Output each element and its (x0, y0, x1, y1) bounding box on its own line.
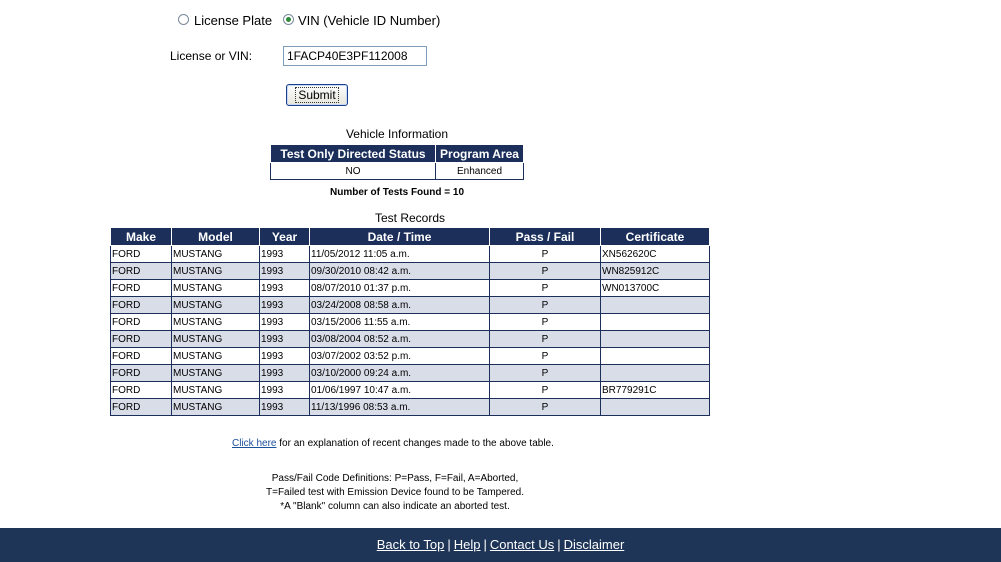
cell-make: FORD (111, 365, 172, 382)
cell-model: MUSTANG (172, 399, 260, 416)
cell-make: FORD (111, 263, 172, 280)
cell-certificate (601, 348, 710, 365)
cell-year: 1993 (260, 382, 310, 399)
table-row (111, 263, 710, 280)
cell-certificate (601, 314, 710, 331)
table-row (111, 348, 710, 365)
cell-make: FORD (111, 297, 172, 314)
disclaimer-link[interactable]: Disclaimer (563, 537, 625, 552)
submit-button-label: Submit (298, 88, 336, 102)
cell-model: MUSTANG (172, 297, 260, 314)
cell-make: FORD (111, 348, 172, 365)
cell-year: 1993 (260, 399, 310, 416)
click-here-link[interactable]: Click here (232, 438, 277, 449)
submit-button[interactable] (286, 84, 348, 106)
cell-make: FORD (111, 314, 172, 331)
definitions-line-2: T=Failed test with Emission Device found to be Tampered. (266, 487, 524, 498)
cell-year: 1993 (260, 280, 310, 297)
cell-pass-fail: P (490, 399, 601, 416)
cell-year: 1993 (260, 348, 310, 365)
vehicle-info-row (271, 163, 524, 180)
cell-date-time: 01/06/1997 10:47 a.m. (310, 382, 490, 399)
cell-pass-fail: P (490, 331, 601, 348)
tests-found-count: Number of Tests Found = 10 (330, 187, 464, 198)
help-link[interactable]: Help (453, 537, 481, 552)
vehicle-info-header-row (271, 145, 524, 163)
cell-make: FORD (111, 331, 172, 348)
cell-model: MUSTANG (172, 263, 260, 280)
table-row (111, 382, 710, 399)
cell-model: MUSTANG (172, 348, 260, 365)
cell-date-time: 08/07/2010 01:37 p.m. (310, 280, 490, 297)
footer-separator: | (483, 537, 487, 552)
header-certificate: Certificate (601, 228, 710, 246)
changes-note-text: for an explanation of recent changes made to the above table. (276, 438, 554, 449)
cell-pass-fail: P (490, 280, 601, 297)
cell-pass-fail: P (490, 246, 601, 263)
vehicle-info-caption: Vehicle Information (345, 127, 449, 141)
pass-fail-definitions (200, 472, 590, 514)
test-records-header-row (111, 228, 710, 246)
cell-make: FORD (111, 246, 172, 263)
license-vin-label: License or VIN: (170, 49, 253, 63)
cell-pass-fail: P (490, 314, 601, 331)
cell-certificate: WN825912C (601, 263, 710, 280)
cell-pass-fail: P (490, 297, 601, 314)
header-pass-fail: Pass / Fail (490, 228, 601, 246)
cell-pass-fail: P (490, 348, 601, 365)
cell-certificate: WN013700C (601, 280, 710, 297)
cell-model: MUSTANG (172, 246, 260, 263)
cell-model: MUSTANG (172, 280, 260, 297)
program-area-value: Enhanced (436, 163, 524, 180)
cell-model: MUSTANG (172, 331, 260, 348)
cell-date-time: 03/15/2006 11:55 a.m. (310, 314, 490, 331)
cell-certificate (601, 297, 710, 314)
cell-model: MUSTANG (172, 382, 260, 399)
cell-pass-fail: P (490, 382, 601, 399)
cell-make: FORD (111, 399, 172, 416)
cell-certificate: XN562620C (601, 246, 710, 263)
cell-certificate: BR779291C (601, 382, 710, 399)
footer-bar (0, 528, 1001, 562)
cell-make: FORD (111, 382, 172, 399)
footer-separator: | (557, 537, 561, 552)
cell-year: 1993 (260, 297, 310, 314)
table-row (111, 399, 710, 416)
table-row (111, 280, 710, 297)
back-to-top-link[interactable]: Back to Top (376, 537, 445, 552)
test-only-directed-status-value: NO (271, 163, 436, 180)
radio-license-plate-label[interactable]: License Plate (194, 13, 273, 28)
cell-certificate (601, 365, 710, 382)
cell-date-time: 03/08/2004 08:52 a.m. (310, 331, 490, 348)
cell-certificate (601, 331, 710, 348)
cell-model: MUSTANG (172, 365, 260, 382)
cell-date-time: 11/05/2012 11:05 a.m. (310, 246, 490, 263)
header-model: Model (172, 228, 260, 246)
license-vin-input[interactable] (283, 46, 427, 66)
cell-year: 1993 (260, 246, 310, 263)
cell-pass-fail: P (490, 263, 601, 280)
definitions-line-3: *A "Blank" column can also indicate an aborted test. (280, 501, 510, 512)
test-records-caption: Test Records (374, 211, 446, 225)
cell-year: 1993 (260, 263, 310, 280)
footer-links (0, 537, 1001, 552)
test-records-table (110, 227, 710, 416)
cell-date-time: 11/13/1996 08:53 a.m. (310, 399, 490, 416)
radio-vin-label[interactable]: VIN (Vehicle ID Number) (298, 13, 441, 28)
cell-date-time: 03/24/2008 08:58 a.m. (310, 297, 490, 314)
definitions-line-1: Pass/Fail Code Definitions: P=Pass, F=Fail, A=Aborted, (271, 473, 519, 484)
vehicle-info-table (270, 144, 524, 180)
cell-year: 1993 (260, 331, 310, 348)
table-row (111, 365, 710, 382)
cell-pass-fail: P (490, 365, 601, 382)
cell-date-time: 03/10/2000 09:24 a.m. (310, 365, 490, 382)
footer-separator: | (447, 537, 451, 552)
cell-certificate (601, 399, 710, 416)
changes-note (232, 438, 554, 449)
cell-model: MUSTANG (172, 314, 260, 331)
header-program-area: Program Area (436, 145, 524, 163)
header-make: Make (111, 228, 172, 246)
cell-year: 1993 (260, 365, 310, 382)
header-year: Year (260, 228, 310, 246)
cell-date-time: 09/30/2010 08:42 a.m. (310, 263, 490, 280)
contact-us-link[interactable]: Contact Us (489, 537, 555, 552)
cell-date-time: 03/07/2002 03:52 p.m. (310, 348, 490, 365)
header-test-only-directed-status: Test Only Directed Status (271, 145, 436, 163)
table-row (111, 331, 710, 348)
cell-make: FORD (111, 280, 172, 297)
cell-year: 1993 (260, 314, 310, 331)
radio-vin[interactable] (283, 14, 294, 25)
table-row (111, 297, 710, 314)
radio-license-plate[interactable] (178, 14, 189, 25)
header-date-time: Date / Time (310, 228, 490, 246)
table-row (111, 246, 710, 263)
table-row (111, 314, 710, 331)
